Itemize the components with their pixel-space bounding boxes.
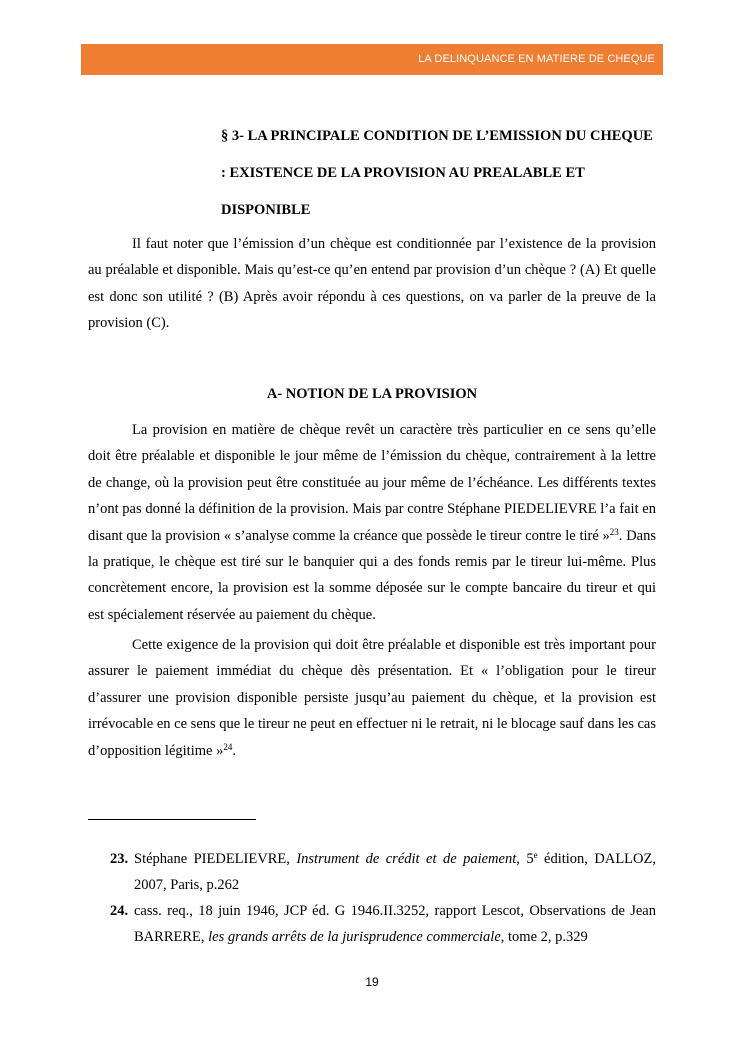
footnote-number: 23. [110,851,129,867]
paragraph-text: Cette exigence de la provision qui doit être préalable et disponible est très important pour assurer le paiement immédiat du chèque dès présentation. Et « l’obligation pour le tireur d’assurer une provision disponible persiste jusqu’au paiement du chèque, et la provision est irrévocable en ce sens que le tireur ne peut en effectuer ni le retrait, ni le blocage sauf dans les cas d’opposition légitime » [88,637,656,759]
footnote-title: les grands arrêts de la jurisprudence commerciale [208,929,501,945]
footnote-title: Instrument de crédit et de paiement [296,851,517,867]
paragraph-text: . Dans la pratique, le chèque est tiré sur le banquier qui a des fonds remis par le tireur lui-même. Plus concrètement encore, la provision est la somme déposée sur le compte bancaire du tireur et qui est spécialement réservée au paiement du chèque. [88,527,656,623]
provision-paragraph-1 [88,417,656,628]
section-heading: § 3- LA PRINCIPALE CONDITION DE L’EMISSION DU CHEQUE : EXISTENCE DE LA PROVISION AU PREALABLE ET DISPONIBLE [221,128,653,218]
intro-paragraph: Il faut noter que l’émission d’un chèque est conditionnée par l’existence de la provision au préalable et disponible. Mais qu’est-ce qu’en entend par provision d’un chèque ? (A) Et quelle est donc son utilité ? (B) Après avoir répondu à ces questions, on va parler de la preuve de la provision (C). [88,236,656,332]
provision-paragraph-2 [88,632,656,764]
footnote-edition: , 5 [516,851,534,867]
footnote-publisher: édition, DALLOZ, 2007, Paris, p.262 [134,851,656,893]
footnote-author: Stéphane PIEDELIEVRE, [134,851,297,867]
footnote-text [134,846,656,898]
paragraph-text: . [232,742,236,759]
header-title: LA DELINQUANCE EN MATIERE DE CHEQUE [418,53,655,65]
footnotes [110,846,656,950]
footnote-ref-23[interactable]: 23 [609,526,619,537]
footnote-text [134,898,656,950]
footnote-ref-24[interactable]: 24 [223,741,233,752]
paragraph-text: La provision en matière de chèque revêt un caractère très particulier en ce sens qu’elle doit être préalable et disponible le jour même de l’émission du chèque, contrairement à la lettre de change, où la provision peut être constituée au jour même de l’échéance. Les différents textes n’ont pas donné la définition de la provision. Mais par contre Stéphane PIEDELIEVRE l’a fait en disant que la provision « s’analyse comme la créance que possède le tireur contre le tiré » [88,422,656,544]
footnote-citation: cass. req., 18 juin 1946, JCP éd. G 1946.II.3252, rapport Lescot, Observations de Jean BARRERE, [134,903,656,945]
header-bar [81,44,663,75]
footnote-superscript: e [533,850,538,860]
footnote-23 [110,846,656,898]
page-number: 19 [365,975,379,989]
footnote-24 [110,898,656,950]
footnote-pages: , tome 2, p.329 [500,929,588,945]
footnote-separator [88,819,256,820]
footnote-number: 24. [110,903,129,919]
subsection-heading: A- NOTION DE LA PROVISION [266,386,478,402]
